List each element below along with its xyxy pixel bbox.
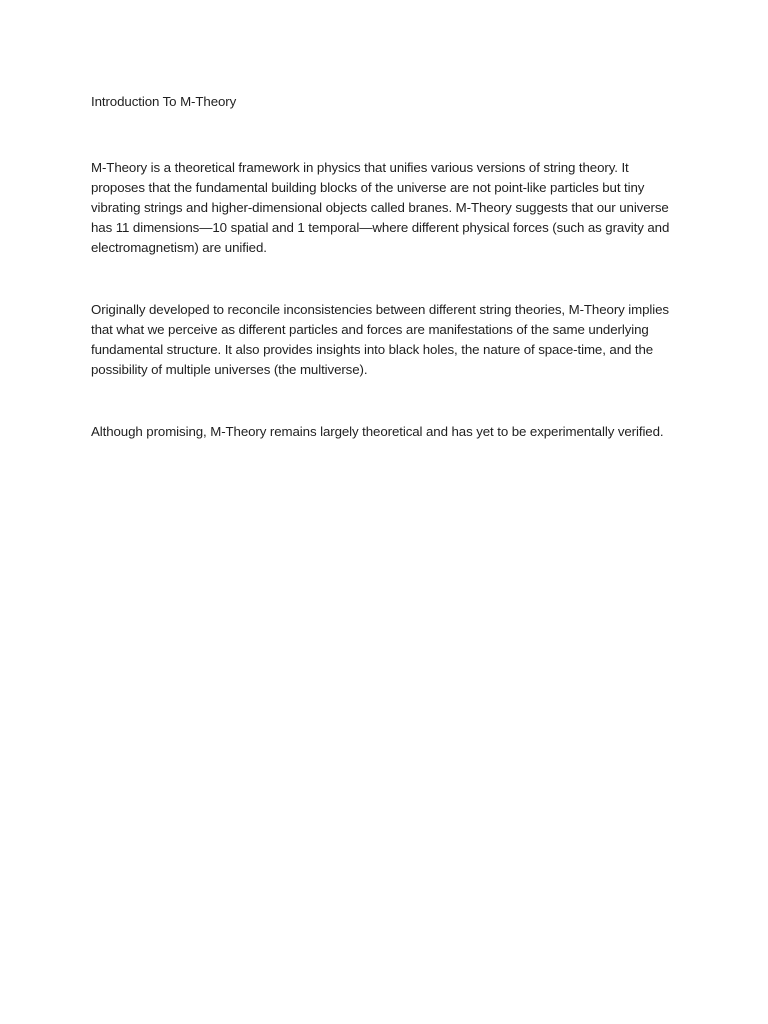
paragraph-status: Although promising, M-Theory remains largely theoretical and has yet to be experimentally verified. <box>91 424 664 439</box>
paragraph-definition: M-Theory is a theoretical framework in physics that unifies various versions of string theory. It proposes that the fundamental building blocks of the universe are not point-like particles but tiny vibrating strings and higher-dimensional objects called branes. M-Theory suggests that our universe has 11 dimensions—10 spatial and 1 temporal—where different physical forces (such as gravity and electromagnetism) are unified. <box>91 160 670 255</box>
document-title: Introduction To M-Theory <box>91 94 237 109</box>
paragraph-origin: Originally developed to reconcile inconsistencies between different string theories, M-Theory implies that what we perceive as different particles and forces are manifestations of the same underlying fundamental structure. It also provides insights into black holes, the nature of space-time, and the possibility of multiple universes (the multiverse). <box>91 302 669 377</box>
document-body <box>91 92 681 442</box>
